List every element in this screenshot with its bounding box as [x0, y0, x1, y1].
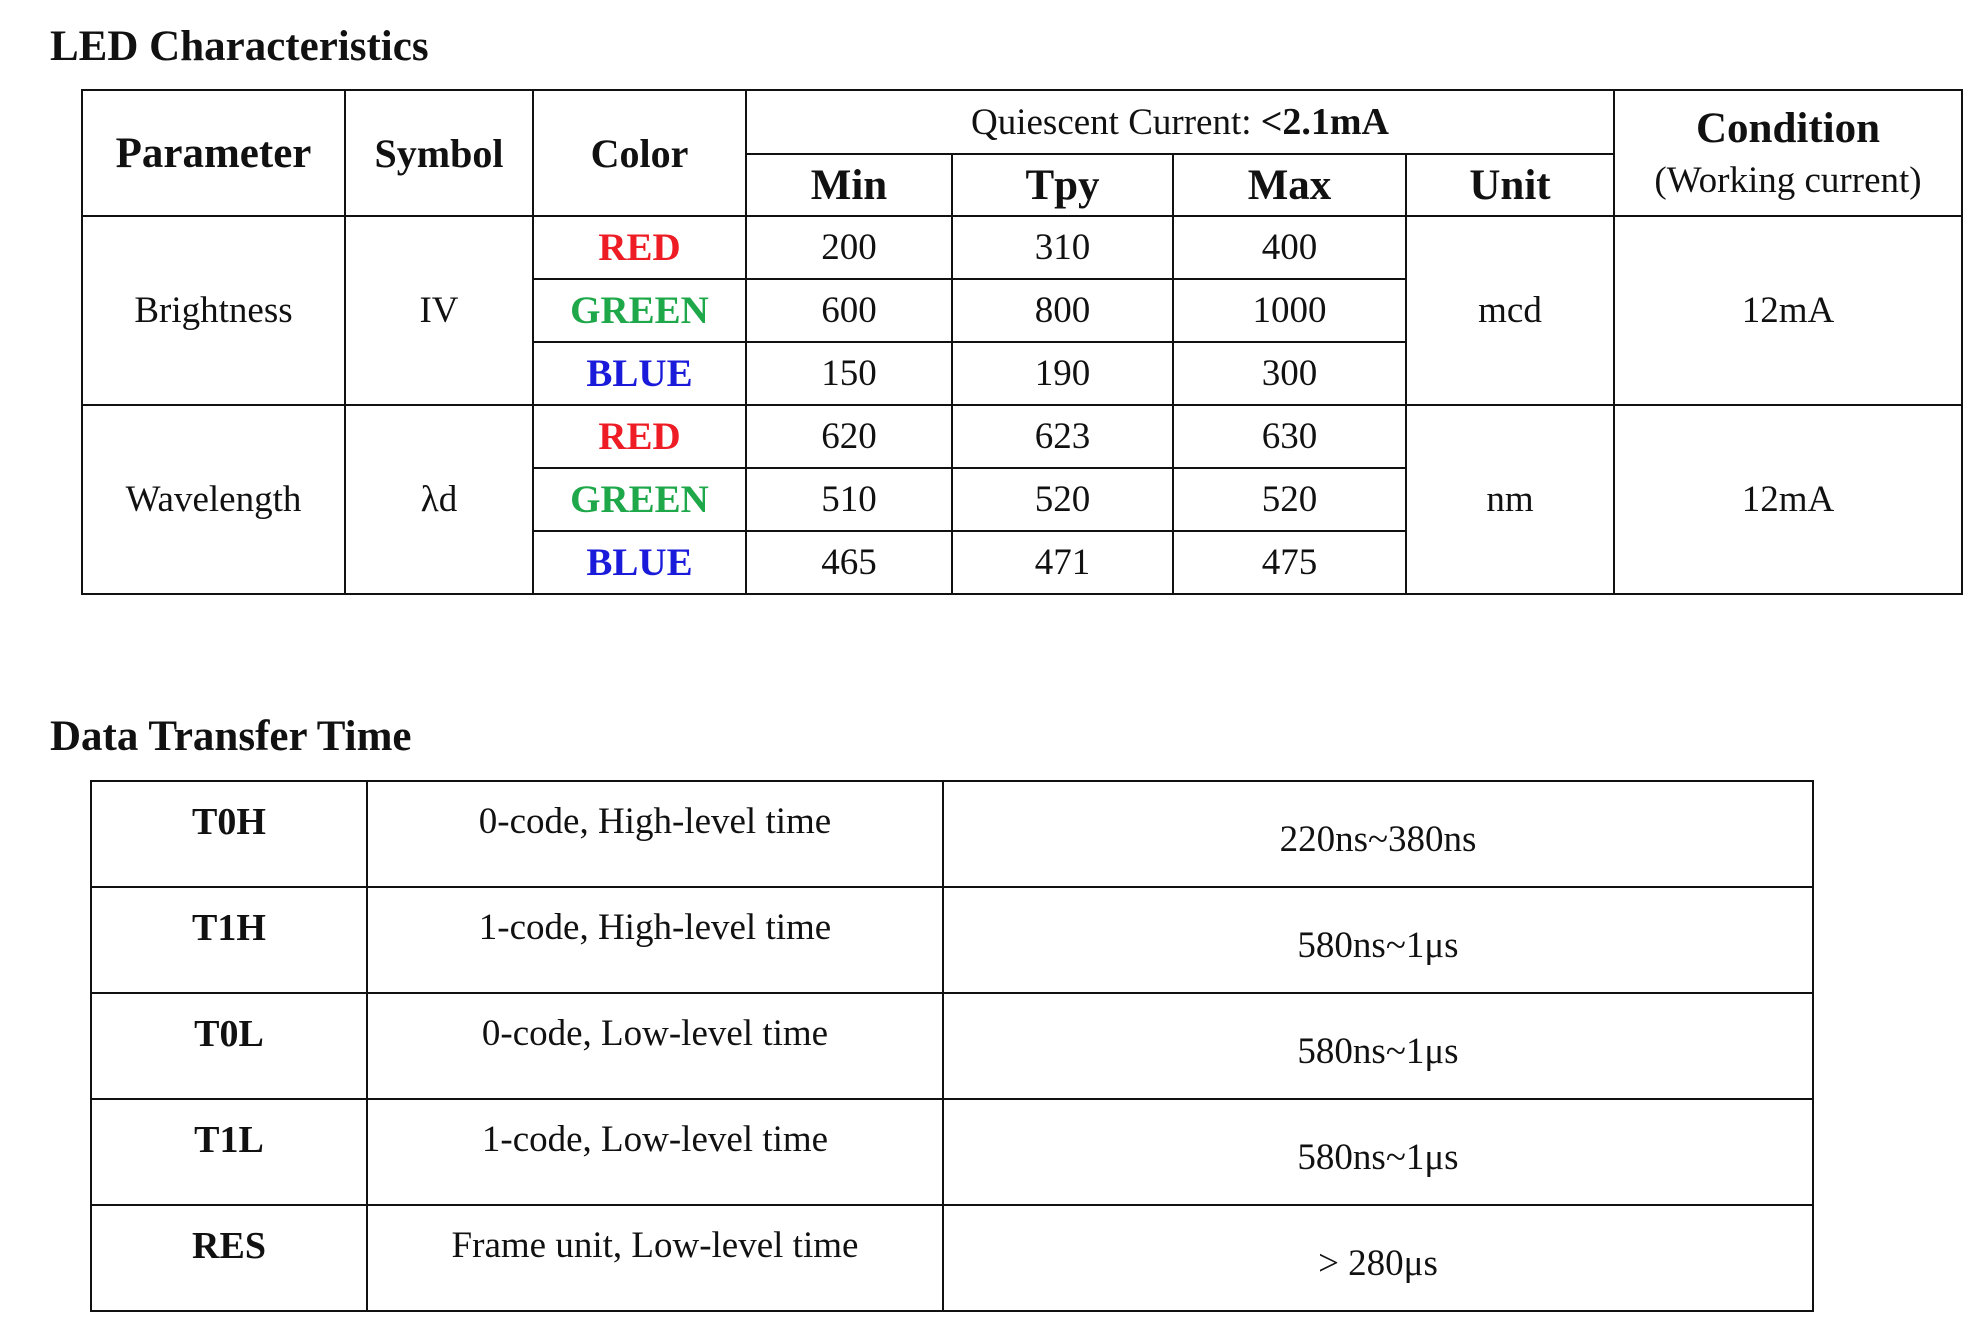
timing-description: 0-code, Low-level time [367, 993, 943, 1099]
min-cell: 465 [746, 531, 952, 594]
color-cell: BLUE [533, 342, 746, 405]
header-min: Min [746, 154, 952, 216]
timing-value: 220ns~380ns [943, 781, 1813, 887]
color-cell: BLUE [533, 531, 746, 594]
header-unit: Unit [1406, 154, 1614, 216]
typ-cell: 190 [952, 342, 1173, 405]
max-cell: 475 [1173, 531, 1406, 594]
header-parameter: Parameter [82, 90, 345, 216]
timing-symbol: T0L [91, 993, 367, 1099]
condition-cell: 12mA [1614, 216, 1962, 405]
timing-value: 580ns~1μs [943, 1099, 1813, 1205]
led-characteristics-title: LED Characteristics [50, 23, 429, 70]
symbol-cell: IV [345, 216, 533, 405]
header-condition: Condition [1695, 105, 1880, 152]
max-cell: 630 [1173, 405, 1406, 468]
data-transfer-time-title: Data Transfer Time [50, 713, 412, 760]
quiescent-current-label: Quiescent Current: [971, 102, 1252, 143]
header-symbol: Symbol [345, 90, 533, 216]
typ-cell: 520 [952, 468, 1173, 531]
table-row [82, 216, 1962, 279]
table-row [91, 1099, 1813, 1205]
table-row [91, 993, 1813, 1099]
symbol-cell: λd [345, 405, 533, 594]
color-cell: GREEN [533, 468, 746, 531]
parameter-cell: Wavelength [82, 405, 345, 594]
min-cell: 620 [746, 405, 952, 468]
max-cell: 1000 [1173, 279, 1406, 342]
min-cell: 600 [746, 279, 952, 342]
header-typ: Tpy [952, 154, 1173, 216]
condition-cell: 12mA [1614, 405, 1962, 594]
typ-cell: 800 [952, 279, 1173, 342]
min-cell: 200 [746, 216, 952, 279]
timing-description: 0-code, High-level time [367, 781, 943, 887]
quiescent-current-value: <2.1mA [1260, 101, 1389, 143]
typ-cell: 471 [952, 531, 1173, 594]
led-header-row-1 [82, 90, 1962, 154]
max-cell: 520 [1173, 468, 1406, 531]
timing-symbol: T0H [91, 781, 367, 887]
unit-cell: nm [1406, 405, 1614, 594]
color-cell: GREEN [533, 279, 746, 342]
typ-cell: 310 [952, 216, 1173, 279]
timing-value: 580ns~1μs [943, 887, 1813, 993]
min-cell: 510 [746, 468, 952, 531]
led-characteristics-table [81, 89, 1963, 595]
header-color: Color [533, 90, 746, 216]
max-cell: 400 [1173, 216, 1406, 279]
timing-description: Frame unit, Low-level time [367, 1205, 943, 1311]
parameter-cell: Brightness [82, 216, 345, 405]
header-condition-sub: (Working current) [1654, 160, 1922, 201]
max-cell: 300 [1173, 342, 1406, 405]
timing-description: 1-code, High-level time [367, 887, 943, 993]
header-max: Max [1173, 154, 1406, 216]
header-condition-cell [1614, 90, 1962, 216]
table-row [91, 887, 1813, 993]
table-row [91, 1205, 1813, 1311]
timing-description: 1-code, Low-level time [367, 1099, 943, 1205]
color-cell: RED [533, 216, 746, 279]
data-transfer-time-table [90, 780, 1814, 1312]
timing-symbol: T1H [91, 887, 367, 993]
timing-value: 580ns~1μs [943, 993, 1813, 1099]
unit-cell: mcd [1406, 216, 1614, 405]
typ-cell: 623 [952, 405, 1173, 468]
timing-value: > 280μs [943, 1205, 1813, 1311]
header-quiescent-current [746, 90, 1614, 154]
timing-symbol: RES [91, 1205, 367, 1311]
color-cell: RED [533, 405, 746, 468]
table-row [91, 781, 1813, 887]
table-row [82, 405, 1962, 468]
timing-symbol: T1L [91, 1099, 367, 1205]
min-cell: 150 [746, 342, 952, 405]
